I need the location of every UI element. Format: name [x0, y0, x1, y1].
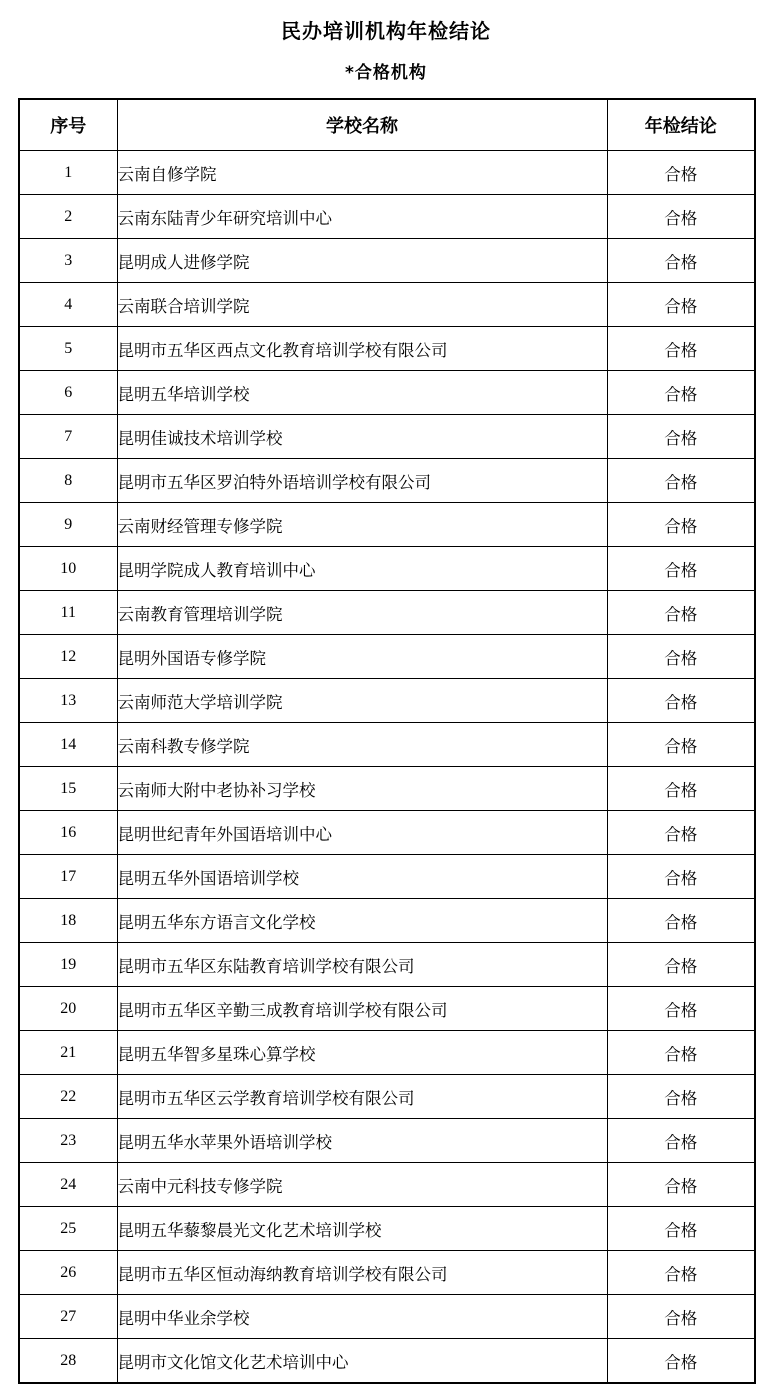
cell-school-name: 昆明成人进修学院	[117, 239, 607, 283]
cell-index: 17	[19, 855, 117, 899]
cell-school-name: 昆明市文化馆文化艺术培训中心	[117, 1339, 607, 1384]
cell-school-name: 云南财经管理专修学院	[117, 503, 607, 547]
cell-index: 5	[19, 327, 117, 371]
cell-inspection-result: 合格	[607, 239, 755, 283]
cell-school-name: 昆明世纪青年外国语培训中心	[117, 811, 607, 855]
cell-index: 20	[19, 987, 117, 1031]
cell-school-name: 云南教育管理培训学院	[117, 591, 607, 635]
cell-index: 11	[19, 591, 117, 635]
table-row	[19, 987, 755, 1031]
cell-school-name: 昆明市五华区云学教育培训学校有限公司	[117, 1075, 607, 1119]
cell-index: 12	[19, 635, 117, 679]
cell-index: 10	[19, 547, 117, 591]
table-header-row	[19, 99, 755, 151]
cell-inspection-result: 合格	[607, 635, 755, 679]
column-header-result: 年检结论	[607, 99, 755, 151]
cell-school-name: 云南东陆青少年研究培训中心	[117, 195, 607, 239]
table-row	[19, 371, 755, 415]
table-row	[19, 811, 755, 855]
cell-school-name: 云南科教专修学院	[117, 723, 607, 767]
cell-index: 4	[19, 283, 117, 327]
cell-index: 19	[19, 943, 117, 987]
table-row	[19, 1075, 755, 1119]
cell-inspection-result: 合格	[607, 1207, 755, 1251]
cell-index: 7	[19, 415, 117, 459]
cell-inspection-result: 合格	[607, 459, 755, 503]
table-row	[19, 855, 755, 899]
cell-index: 21	[19, 1031, 117, 1075]
cell-school-name: 云南联合培训学院	[117, 283, 607, 327]
cell-inspection-result: 合格	[607, 503, 755, 547]
table-row	[19, 899, 755, 943]
cell-inspection-result: 合格	[607, 415, 755, 459]
cell-inspection-result: 合格	[607, 1031, 755, 1075]
cell-school-name: 昆明五华智多星珠心算学校	[117, 1031, 607, 1075]
cell-index: 24	[19, 1163, 117, 1207]
cell-inspection-result: 合格	[607, 723, 755, 767]
cell-index: 25	[19, 1207, 117, 1251]
cell-index: 26	[19, 1251, 117, 1295]
cell-school-name: 云南师范大学培训学院	[117, 679, 607, 723]
cell-school-name: 云南师大附中老协补习学校	[117, 767, 607, 811]
table-row	[19, 459, 755, 503]
cell-inspection-result: 合格	[607, 1075, 755, 1119]
table-row	[19, 1163, 755, 1207]
cell-school-name: 昆明市五华区东陆教育培训学校有限公司	[117, 943, 607, 987]
cell-index: 23	[19, 1119, 117, 1163]
cell-inspection-result: 合格	[607, 151, 755, 195]
cell-school-name: 昆明市五华区罗泊特外语培训学校有限公司	[117, 459, 607, 503]
cell-inspection-result: 合格	[607, 811, 755, 855]
table-row	[19, 635, 755, 679]
table-row	[19, 723, 755, 767]
cell-inspection-result: 合格	[607, 195, 755, 239]
page-subtitle: *合格机构	[345, 63, 427, 83]
cell-inspection-result: 合格	[607, 1251, 755, 1295]
cell-school-name: 昆明学院成人教育培训中心	[117, 547, 607, 591]
column-header-school: 学校名称	[117, 99, 607, 151]
cell-school-name: 昆明五华外国语培训学校	[117, 855, 607, 899]
cell-school-name: 昆明五华水苹果外语培训学校	[117, 1119, 607, 1163]
cell-inspection-result: 合格	[607, 283, 755, 327]
cell-school-name: 昆明佳诚技术培训学校	[117, 415, 607, 459]
cell-school-name: 昆明外国语专修学院	[117, 635, 607, 679]
table-row	[19, 547, 755, 591]
table-row	[19, 1295, 755, 1339]
cell-inspection-result: 合格	[607, 591, 755, 635]
table-row	[19, 327, 755, 371]
cell-school-name: 云南自修学院	[117, 151, 607, 195]
table-row	[19, 151, 755, 195]
table-row	[19, 1339, 755, 1384]
cell-index: 14	[19, 723, 117, 767]
cell-inspection-result: 合格	[607, 1295, 755, 1339]
table-container	[0, 98, 772, 1394]
table-header	[19, 99, 755, 151]
table-body	[19, 151, 755, 1384]
cell-index: 28	[19, 1339, 117, 1384]
cell-inspection-result: 合格	[607, 1339, 755, 1384]
document-page	[0, 16, 772, 1394]
cell-school-name: 昆明市五华区辛勤三成教育培训学校有限公司	[117, 987, 607, 1031]
cell-school-name: 昆明中华业余学校	[117, 1295, 607, 1339]
cell-school-name: 云南中元科技专修学院	[117, 1163, 607, 1207]
cell-inspection-result: 合格	[607, 547, 755, 591]
cell-index: 15	[19, 767, 117, 811]
table-row	[19, 195, 755, 239]
cell-index: 8	[19, 459, 117, 503]
cell-index: 22	[19, 1075, 117, 1119]
column-header-index: 序号	[19, 99, 117, 151]
cell-inspection-result: 合格	[607, 767, 755, 811]
cell-school-name: 昆明五华东方语言文化学校	[117, 899, 607, 943]
cell-index: 13	[19, 679, 117, 723]
table-row	[19, 283, 755, 327]
cell-inspection-result: 合格	[607, 943, 755, 987]
cell-index: 1	[19, 151, 117, 195]
table-row	[19, 679, 755, 723]
table-row	[19, 239, 755, 283]
cell-inspection-result: 合格	[607, 371, 755, 415]
table-row	[19, 943, 755, 987]
cell-inspection-result: 合格	[607, 679, 755, 723]
cell-inspection-result: 合格	[607, 899, 755, 943]
cell-index: 9	[19, 503, 117, 547]
cell-index: 3	[19, 239, 117, 283]
annual-inspection-table	[18, 98, 756, 1384]
cell-school-name: 昆明五华藜黎晨光文化艺术培训学校	[117, 1207, 607, 1251]
cell-index: 18	[19, 899, 117, 943]
cell-school-name: 昆明市五华区西点文化教育培训学校有限公司	[117, 327, 607, 371]
table-row	[19, 767, 755, 811]
cell-index: 6	[19, 371, 117, 415]
table-row	[19, 503, 755, 547]
table-row	[19, 1251, 755, 1295]
cell-school-name: 昆明五华培训学校	[117, 371, 607, 415]
table-row	[19, 1031, 755, 1075]
cell-inspection-result: 合格	[607, 855, 755, 899]
cell-index: 2	[19, 195, 117, 239]
cell-index: 27	[19, 1295, 117, 1339]
table-row	[19, 1119, 755, 1163]
cell-inspection-result: 合格	[607, 1163, 755, 1207]
cell-inspection-result: 合格	[607, 1119, 755, 1163]
cell-inspection-result: 合格	[607, 327, 755, 371]
table-row	[19, 1207, 755, 1251]
cell-index: 16	[19, 811, 117, 855]
cell-school-name: 昆明市五华区恒动海纳教育培训学校有限公司	[117, 1251, 607, 1295]
table-row	[19, 591, 755, 635]
page-title: 民办培训机构年检结论	[281, 19, 491, 43]
cell-inspection-result: 合格	[607, 987, 755, 1031]
table-row	[19, 415, 755, 459]
